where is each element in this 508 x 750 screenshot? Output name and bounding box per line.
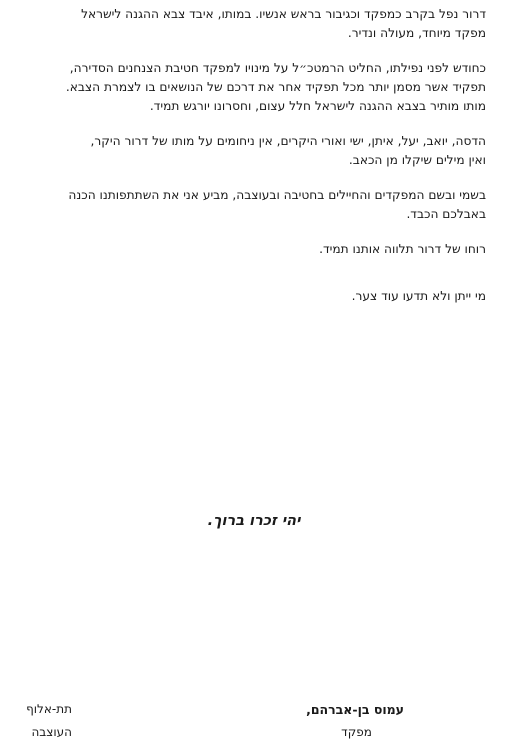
paragraph-line: מי ייתן ולא תדעו עוד צער. <box>351 289 486 303</box>
paragraph-1 <box>21 5 486 43</box>
signatory-name: עמוס בן-אברהם, <box>306 702 404 717</box>
paragraph-2 <box>21 59 486 116</box>
paragraph-line: בשמי ובשם המפקדים והחיילים בחטיבה ובעוצבה, מביע אני את השתתפותנו הכנה <box>68 188 486 202</box>
paragraph-line: הדסה, יואב, יעל, איתן, ישי ואורי היקרים, אין ניחומים על מותו של דרור היקר, <box>90 134 486 148</box>
signatory-role: מפקד <box>341 725 372 739</box>
letter-body <box>21 5 486 306</box>
paragraph-3 <box>21 132 486 170</box>
paragraph-line: תפקיד אשר מסמן יותר מכל תפקיד אחר את דרכם של הנושאים בו לצמרת הצבא. <box>65 80 486 94</box>
paragraph-line: ואין מילים שיקלו מן הכאב. <box>348 153 486 167</box>
paragraph-gap <box>21 224 486 240</box>
paragraph-4 <box>21 186 486 224</box>
paragraph-line: דרור נפל בקרב כמפקד וכגיבור בראש אנשיו. במותו, איבד צבא ההגנה לישראל <box>81 7 486 21</box>
paragraph-gap <box>21 116 486 132</box>
paragraph-line: רוחו של דרור תלווה אותנו תמיד. <box>319 242 486 256</box>
paragraph-6 <box>21 287 486 306</box>
signatory-unit: העוצבה <box>31 725 72 739</box>
paragraph-gap <box>21 170 486 186</box>
paragraph-gap <box>21 43 486 59</box>
closing-line: יהי זכרו ברוך. <box>207 513 301 529</box>
paragraph-5 <box>21 240 486 259</box>
paragraph-line: מפקד מיוחד, מעולה ונדיר. <box>347 26 486 40</box>
paragraph-line: מותו מותיר בצבא ההגנה לישראל חלל עצום, וחסרונו יורגש תמיד. <box>149 99 486 113</box>
paragraph-line: כחודש לפני נפילתו, החליט הרמטכ״ל על מינויו למפקד חטיבת הצנחנים הסדירה, <box>69 61 486 75</box>
paragraph-gap <box>21 259 486 287</box>
signatory-rank: תת-אלוף <box>26 702 72 716</box>
paragraph-line: באבלכם הכבד. <box>406 207 486 221</box>
